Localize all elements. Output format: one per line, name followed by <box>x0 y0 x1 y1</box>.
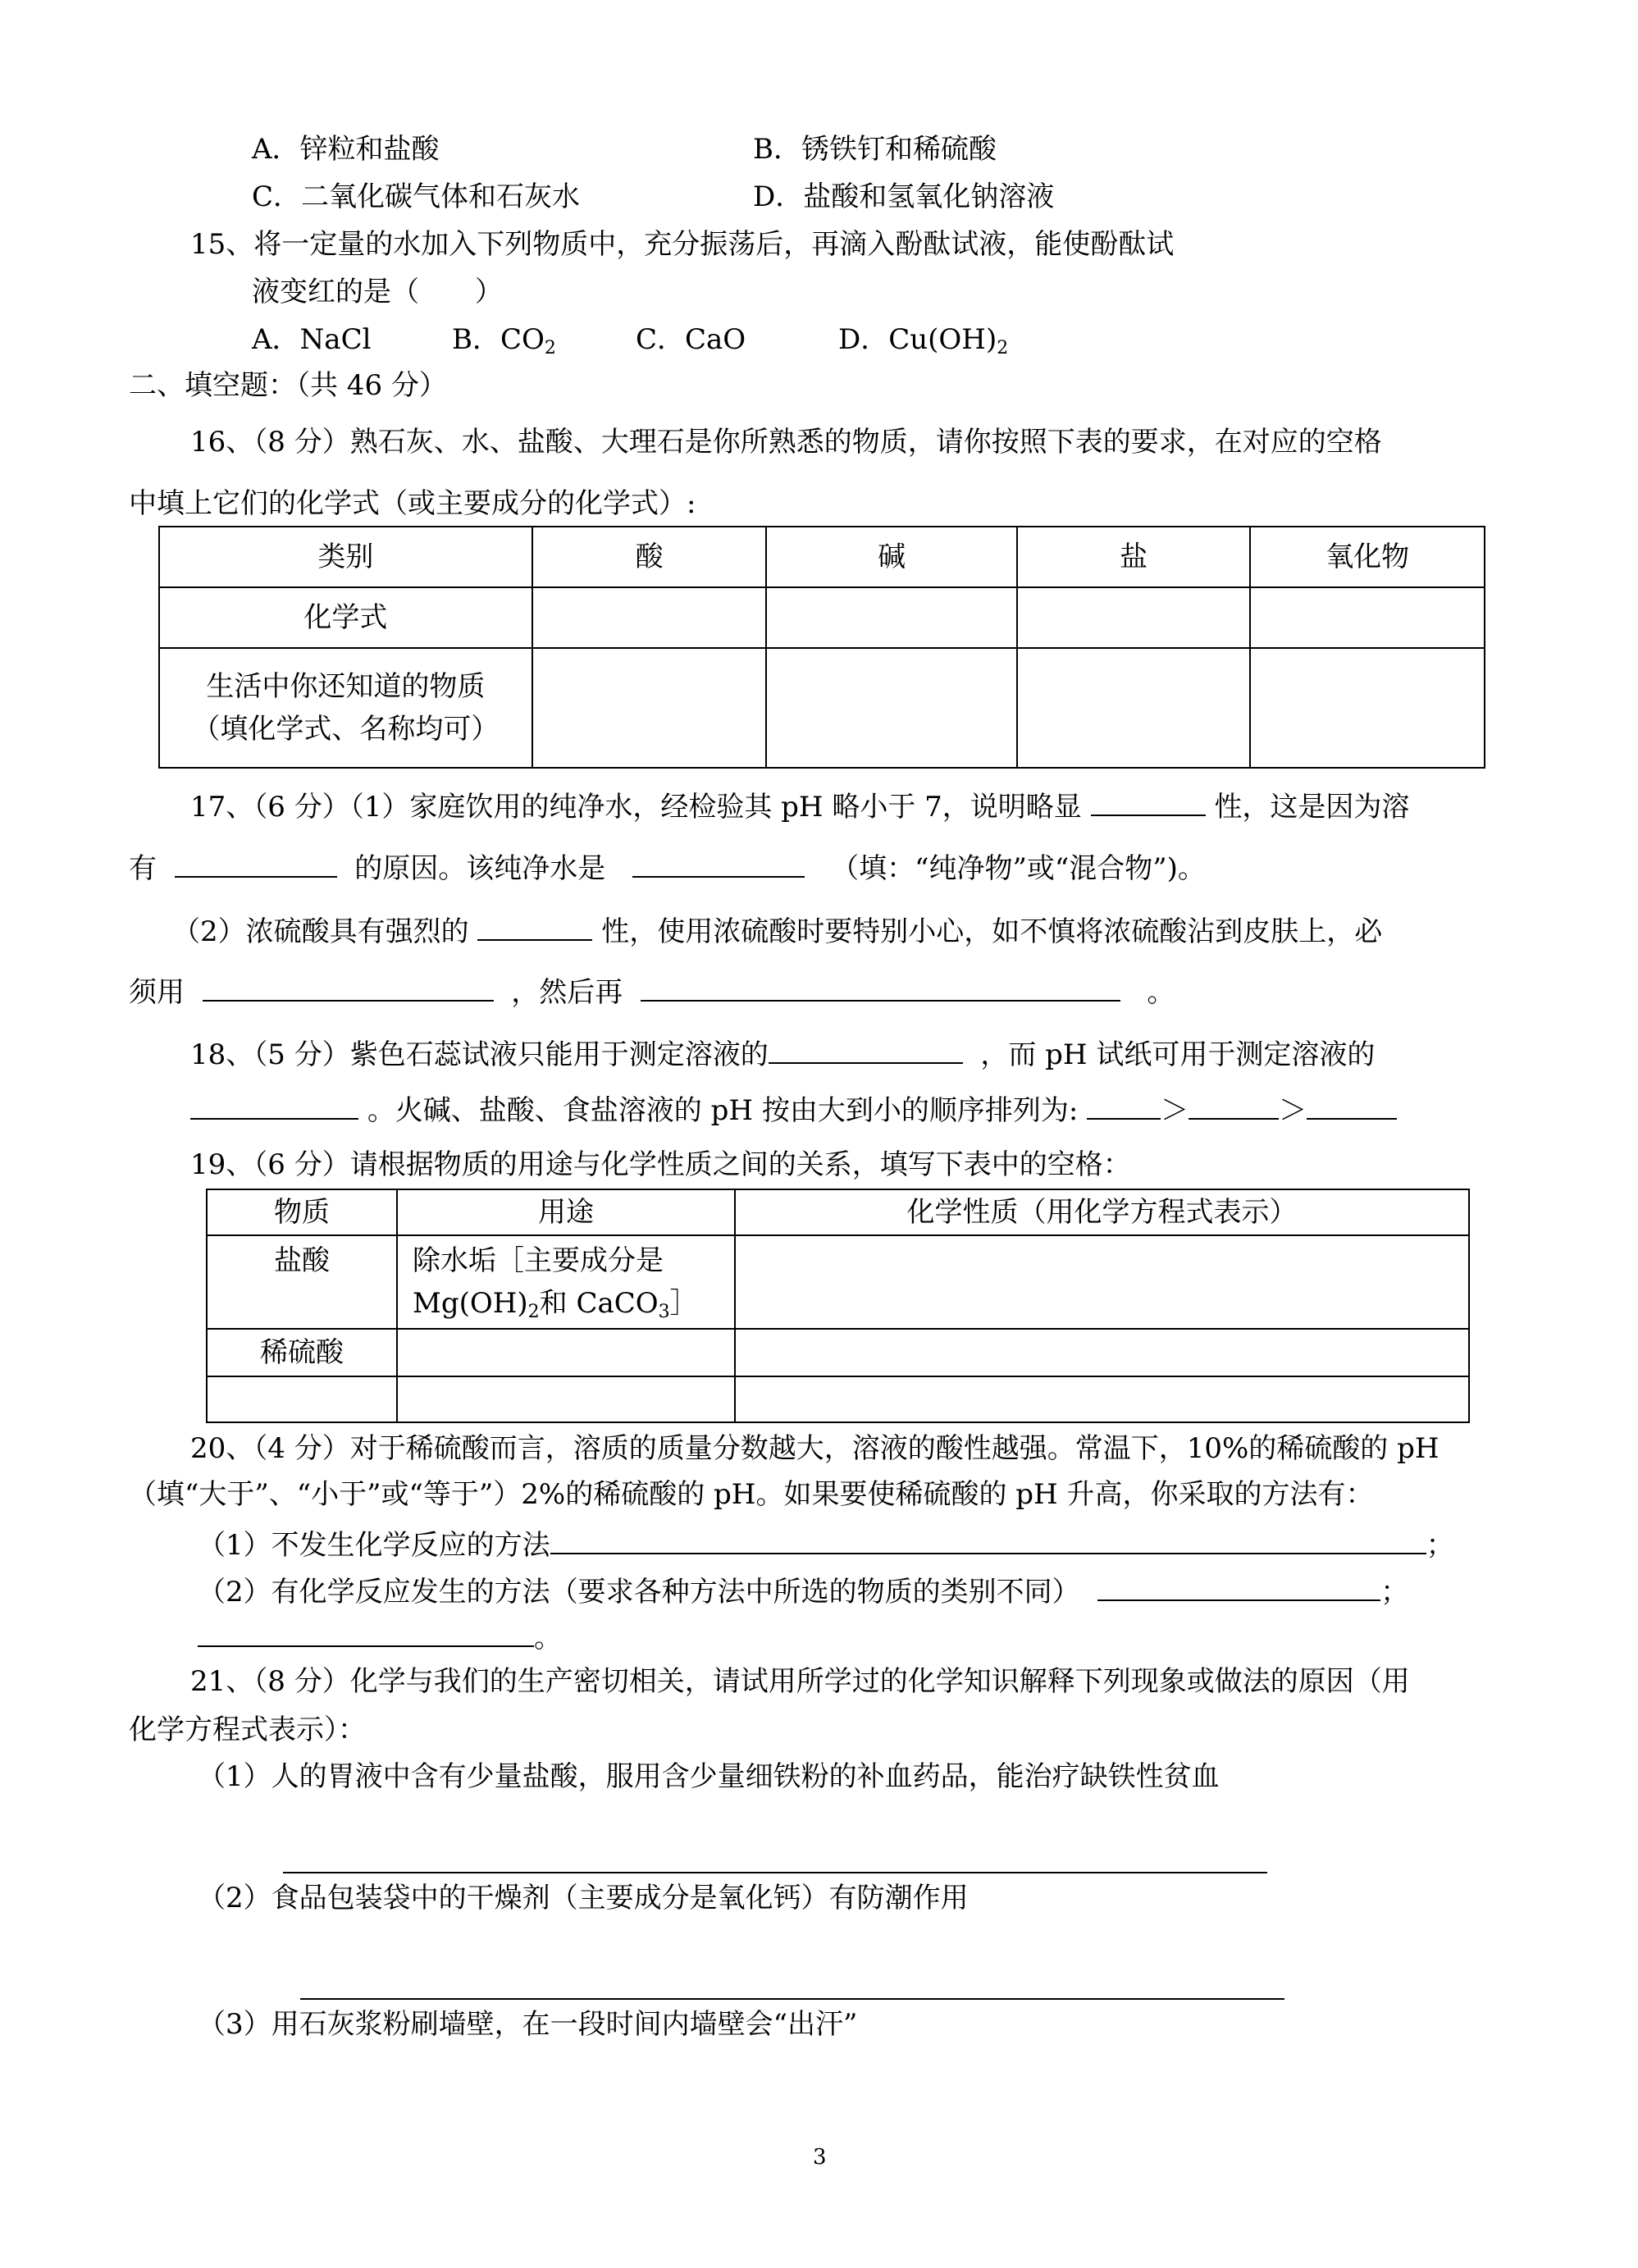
q21-item3: （3）用石灰浆粉刷墙壁，在一段时间内墙壁会“出汗” <box>198 2008 858 2041</box>
blank[interactable] <box>641 972 1120 1002</box>
q14-option-c: C．二氧化碳气体和石灰水 <box>252 180 581 213</box>
q16-header-category: 类别 <box>159 527 532 587</box>
q15-option-c: C．CaO <box>636 323 746 356</box>
q16-cell[interactable] <box>532 648 767 768</box>
blank[interactable] <box>190 1090 358 1120</box>
section-title: 二、填空题：（共 46 分） <box>129 369 447 402</box>
q20-line1: 20、（4 分）对于稀硫酸而言，溶质的质量分数越大，溶液的酸性越强。常温下，10%的稀硫酸的 pH <box>190 1432 1440 1465</box>
blank[interactable] <box>1189 1090 1279 1120</box>
q19-header-substance: 物质 <box>207 1189 397 1235</box>
blank[interactable] <box>175 848 337 878</box>
q19-cell[interactable] <box>397 1376 735 1422</box>
q16-table <box>158 526 1485 769</box>
q17-line4: 须用 ，然后再 。 <box>129 972 1175 1011</box>
q19-cell[interactable] <box>207 1376 397 1422</box>
q19-header-property: 化学性质（用化学方程式表示） <box>735 1189 1469 1235</box>
answer-line[interactable] <box>283 1872 1267 1873</box>
q17-line1: 17、（6 分）（1）家庭饮用的纯净水，经检验其 pH 略小于 7，说明略显 性，这是因为溶 <box>190 787 1409 825</box>
q14-option-a: A．锌粒和盐酸 <box>252 133 440 166</box>
q20-line5: 。 <box>198 1618 562 1656</box>
q17-line2: 有 的原因。该纯净水是 （填：“纯净物”或“混合物”)。 <box>129 848 1206 887</box>
q20-line3: （1）不发生化学反应的方法 ； <box>198 1525 1454 1563</box>
q16-stem-line1: 16、（8 分）熟石灰、水、盐酸、大理石是你所熟悉的物质，请你按照下表的要求，在对应的空格 <box>190 426 1382 459</box>
q19-stem: 19、（6 分）请根据物质的用途与化学性质之间的关系，填写下表中的空格： <box>190 1148 1131 1181</box>
q16-cell[interactable] <box>532 587 767 648</box>
q16-cell[interactable] <box>1250 648 1485 768</box>
blank[interactable] <box>550 1525 1426 1554</box>
q16-header-acid: 酸 <box>532 527 767 587</box>
q15-option-b: B．$CO_2$ <box>452 323 556 358</box>
q15-option-d: D．$Cu(OH)_2$ <box>838 323 1009 358</box>
blank[interactable] <box>198 1618 534 1647</box>
q16-stem-line2: 中填上它们的化学式（或主要成分的化学式）: <box>129 487 696 520</box>
blank[interactable] <box>1097 1572 1380 1601</box>
q20-line2: （填“大于”、“小于”或“等于”）2%的稀硫酸的 pH。如果要使稀硫酸的 pH 升高，你采取的方法有： <box>129 1478 1374 1511</box>
answer-line[interactable] <box>300 1998 1284 2000</box>
q19-table <box>206 1189 1470 1423</box>
q16-row-formula-label: 化学式 <box>159 587 532 648</box>
q14-option-b: B．锈铁钉和稀硫酸 <box>753 133 997 166</box>
q15-stem-line1: 15、将一定量的水加入下列物质中，充分振荡后，再滴入酚酞试液，能使酚酞试 <box>190 228 1175 261</box>
q16-cell[interactable] <box>766 587 1016 648</box>
q16-header-oxide: 氧化物 <box>1250 527 1485 587</box>
q19-r1-substance: 盐酸 <box>207 1235 397 1329</box>
blank[interactable] <box>1087 1090 1161 1120</box>
q16-row-other-label: 生活中你还知道的物质 （填化学式、名称均可） <box>159 648 532 768</box>
blank[interactable] <box>769 1034 963 1064</box>
q16-header-salt: 盐 <box>1017 527 1251 587</box>
q19-cell[interactable] <box>735 1235 1469 1329</box>
q21-stem-line2: 化学方程式表示）： <box>129 1714 366 1746</box>
blank[interactable] <box>203 972 494 1002</box>
q15-option-a: A．NaCl <box>252 323 372 356</box>
q19-r1-use: 除水垢［主要成分是 $Mg(OH)_2$和 CaCO$_3$］ <box>397 1235 735 1329</box>
q21-stem-line1: 21、（8 分）化学与我们的生产密切相关，请试用所学过的化学知识解释下列现象或做法的原因（用 <box>190 1665 1410 1698</box>
page-number: 3 <box>813 2145 827 2170</box>
q16-cell[interactable] <box>1017 648 1251 768</box>
q18-line2: 。火碱、盐酸、食盐溶液的 pH 按由大到小的顺序排列为: ＞ ＞ <box>190 1090 1397 1129</box>
q15-stem-line2: 液变红的是（ ） <box>252 276 503 308</box>
q14-option-d: D．盐酸和氢氧化钠溶液 <box>753 180 1055 213</box>
q16-cell[interactable] <box>1250 587 1485 648</box>
q21-item1: （1）人的胃液中含有少量盐酸，服用含少量细铁粉的补血药品，能治疗缺铁性贫血 <box>198 1760 1220 1793</box>
q19-cell[interactable] <box>735 1329 1469 1376</box>
blank[interactable] <box>632 848 805 878</box>
q19-header-use: 用途 <box>397 1189 735 1235</box>
q19-r2-substance: 稀硫酸 <box>207 1329 397 1376</box>
q16-cell[interactable] <box>1017 587 1251 648</box>
q19-cell[interactable] <box>735 1376 1469 1422</box>
blank[interactable] <box>1307 1090 1397 1120</box>
q18-line1: 18、（5 分）紫色石蕊试液只能用于测定溶液的 ，而 pH 试纸可用于测定溶液的 <box>190 1034 1375 1073</box>
blank[interactable] <box>477 911 592 941</box>
q16-header-base: 碱 <box>766 527 1016 587</box>
q20-line4: （2）有化学反应发生的方法（要求各种方法中所选的物质的类别不同） ； <box>198 1572 1408 1610</box>
q19-cell[interactable] <box>397 1329 735 1376</box>
q17-line3: （2）浓硫酸具有强烈的 性，使用浓硫酸时要特别小心，如不慎将浓硫酸沾到皮肤上，必 <box>172 911 1382 950</box>
q16-cell[interactable] <box>766 648 1016 768</box>
blank[interactable] <box>1091 787 1206 816</box>
q21-item2: （2）食品包装袋中的干燥剂（主要成分是氧化钙）有防潮作用 <box>198 1882 969 1914</box>
